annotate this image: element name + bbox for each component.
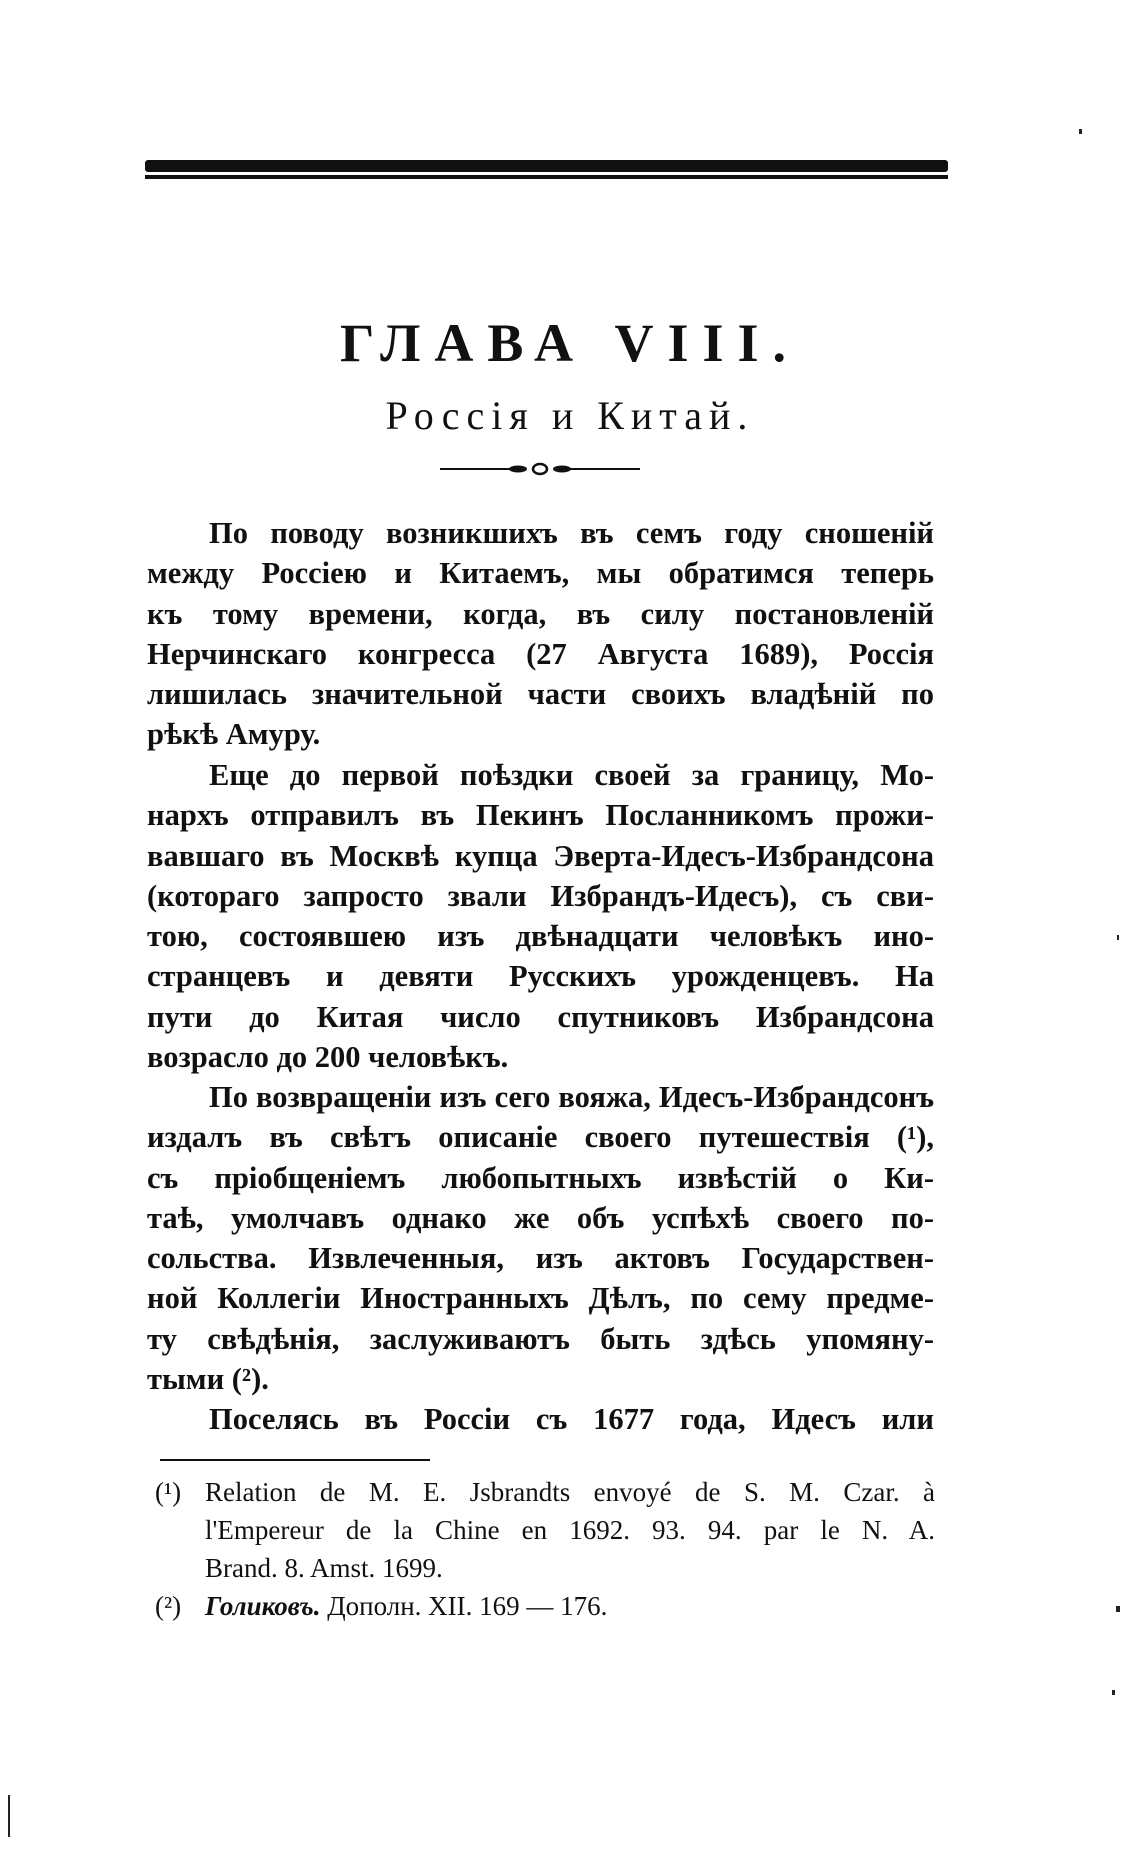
- text-line: съ пріобщеніемъ любопытныхъ извѣстій о Ки-: [147, 1160, 934, 1195]
- scan-speck: [8, 1795, 10, 1837]
- header-double-rule: [145, 160, 948, 182]
- text-line: лишилась значительной части своихъ владѣній по: [147, 677, 934, 712]
- scan-speck: [1116, 1606, 1120, 1612]
- footnote-2-author: Голиковъ.: [205, 1591, 321, 1621]
- text-line: По поводу возникшихъ въ семъ году сношеній: [209, 516, 934, 550]
- paragraph-2: [147, 755, 934, 1077]
- text-line: ту свѣдѣнія, заслуживаютъ быть здѣсь упомяну-: [147, 1321, 934, 1356]
- text-line: между Россiею и Китаемъ, мы обратимся теперь: [147, 556, 934, 591]
- text-line: пути до Китая число спутниковъ Избрандсона: [147, 999, 934, 1034]
- chapter-title: ГЛАВА VIII.: [339, 313, 801, 373]
- footnote-2-reference: Дополн. XII. 169 — 176.: [320, 1591, 608, 1621]
- text-line: Еще до первой поѣздки своей за границу, Мо-: [209, 758, 934, 792]
- scan-speck: [1112, 1690, 1115, 1695]
- text-line: тыми (²).: [147, 1362, 269, 1397]
- text-line: вавшаго въ Москвѣ купца Эверта-Идесъ-Избрандсона: [147, 838, 934, 873]
- footnote-separator: [160, 1459, 430, 1461]
- text-line: издалъ въ свѣтъ описаніе своего путешествія (¹),: [147, 1120, 934, 1155]
- text-line: Нерчинскаго конгресса (27 Августа 1689), Россія: [147, 636, 934, 671]
- footnote-1-line-3: Brand. 8. Amst. 1699.: [205, 1553, 443, 1583]
- footnote-2: [155, 1587, 935, 1625]
- text-line: рѣкѣ Амуру.: [147, 717, 321, 752]
- footnote-1-line-2: l'Empereur de la Chine en 1692. 93. 94. par le N. A.: [205, 1515, 935, 1545]
- text-line: (котораго запросто звали Избрандъ-Идесъ), съ сви-: [147, 878, 934, 913]
- footnote-1-line-1: Relation de M. E. Jsbrandts envoyé de S. M. Czar. à: [205, 1477, 935, 1507]
- text-line: По возвращеніи изъ сего вояжа, Идесъ-Избрандсонъ: [209, 1080, 934, 1114]
- text-line: таѣ, умолчавъ однако же объ успѣхѣ своего по-: [147, 1200, 934, 1235]
- paragraph-1: [147, 513, 934, 755]
- header-rule-thick: [145, 160, 948, 172]
- scan-speck: [1079, 129, 1082, 134]
- text-line: къ тому времени, когда, въ силу постановленій: [147, 596, 934, 631]
- text-line: Поселясь въ Россіи съ 1677 года, Идесъ или: [209, 1402, 934, 1436]
- footnote-1: [155, 1473, 935, 1511]
- footnote-2-mark: (²): [155, 1591, 182, 1621]
- header-rule-thin: [145, 175, 948, 179]
- paragraph-3: [147, 1077, 934, 1399]
- paragraph-4: [147, 1399, 934, 1439]
- chapter-subtitle: Россія и Китай.: [385, 393, 755, 438]
- text-line: сольства. Извлеченныя, изъ актовъ Государствен-: [147, 1241, 934, 1276]
- ornament-divider-icon: [440, 461, 640, 477]
- footnotes: [155, 1473, 935, 1625]
- text-line: ной Коллегіи Иностранныхъ Дѣлъ, по сему предме-: [147, 1281, 934, 1316]
- footnote-1-mark: (¹): [155, 1477, 182, 1507]
- text-line: тою, состоявшею изъ двѣнадцати человѣкъ ино-: [147, 919, 934, 954]
- text-line: странцевъ и девяти Русскихъ урожденцевъ. На: [147, 959, 934, 994]
- text-line: возрасло до 200 человѣкъ.: [147, 1040, 509, 1075]
- text-line: нархъ отправилъ въ Пекинъ Посланникомъ прожи-: [147, 798, 934, 833]
- scan-speck: [1117, 935, 1119, 940]
